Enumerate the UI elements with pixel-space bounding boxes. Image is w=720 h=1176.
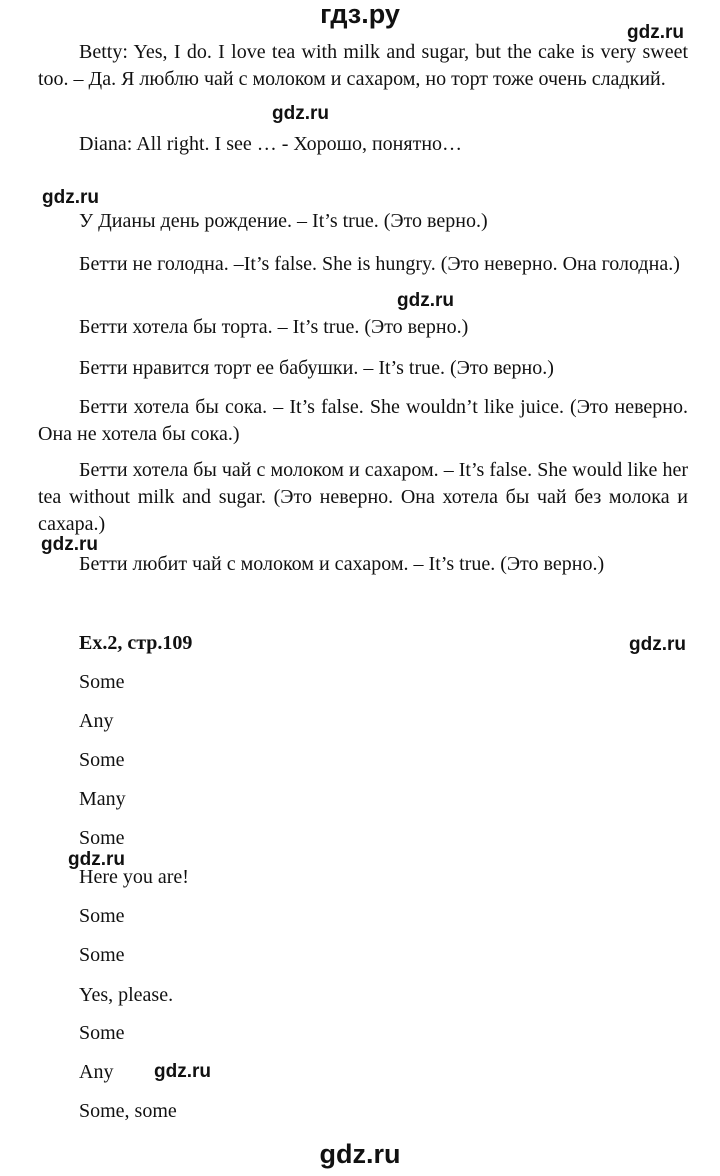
dialogue-paragraph: Betty: Yes, I do. I love tea with milk and sugar, but the cake is very sweet too. – Да. Я люблю чай с молоком и сахаром, но торт тоже очень сладкий. (38, 41, 688, 90)
answer-line: Any (79, 710, 114, 732)
watermark: gdz.ru (397, 290, 454, 311)
watermark: gdz.ru (42, 187, 99, 208)
answer-line: Many (79, 788, 126, 810)
answer-line: Some (79, 944, 125, 966)
dialogue-paragraph: Diana: All right. I see … - Хорошо, понятно… (79, 133, 463, 155)
answer-line: Some (79, 749, 125, 771)
watermark: gdz.ru (629, 634, 686, 655)
answer-line: Some (79, 827, 125, 849)
site-header: гдз.ру (320, 0, 400, 29)
statement-paragraph: Бетти не голодна. –It’s false. She is hungry. (Это неверно. Она голодна.) (79, 253, 680, 275)
statement-paragraph: Бетти хотела бы чай с молоком и сахаром. – It’s false. She would like her tea without milk and sugar. (Это неверно. Она хотела бы чай без молока и сахара.) (38, 459, 688, 535)
watermark: gdz.ru (627, 22, 684, 43)
statement-paragraph: Бетти нравится торт ее бабушки. – It’s true. (Это верно.) (79, 357, 554, 379)
watermark: gdz.ru (68, 849, 125, 870)
answer-line: Some, some (79, 1100, 177, 1122)
answer-line: Any (79, 1061, 114, 1083)
answer-line: Some (79, 1022, 125, 1044)
answer-line: Yes, please. (79, 984, 174, 1006)
statement-paragraph: Бетти любит чай с молоком и сахаром. – It’s true. (Это верно.) (79, 553, 605, 575)
watermark: gdz.ru (154, 1061, 211, 1082)
exercise-heading: Ex.2, стр.109 (79, 632, 193, 654)
statement-paragraph: Бетти хотела бы сока. – It’s false. She wouldn’t like juice. (Это неверно. Она не хотела бы сока.) (38, 396, 688, 445)
statement-paragraph: Бетти хотела бы торта. – It’s true. (Это верно.) (79, 316, 469, 338)
answer-line: Here you are! (79, 866, 189, 888)
watermark: gdz.ru (41, 534, 98, 555)
answer-line: Some (79, 671, 125, 693)
answer-line: Some (79, 905, 125, 927)
statement-paragraph: У Дианы день рождение. – It’s true. (Это верно.) (79, 210, 488, 232)
watermark: gdz.ru (272, 103, 329, 124)
site-footer: gdz.ru (319, 1139, 401, 1169)
